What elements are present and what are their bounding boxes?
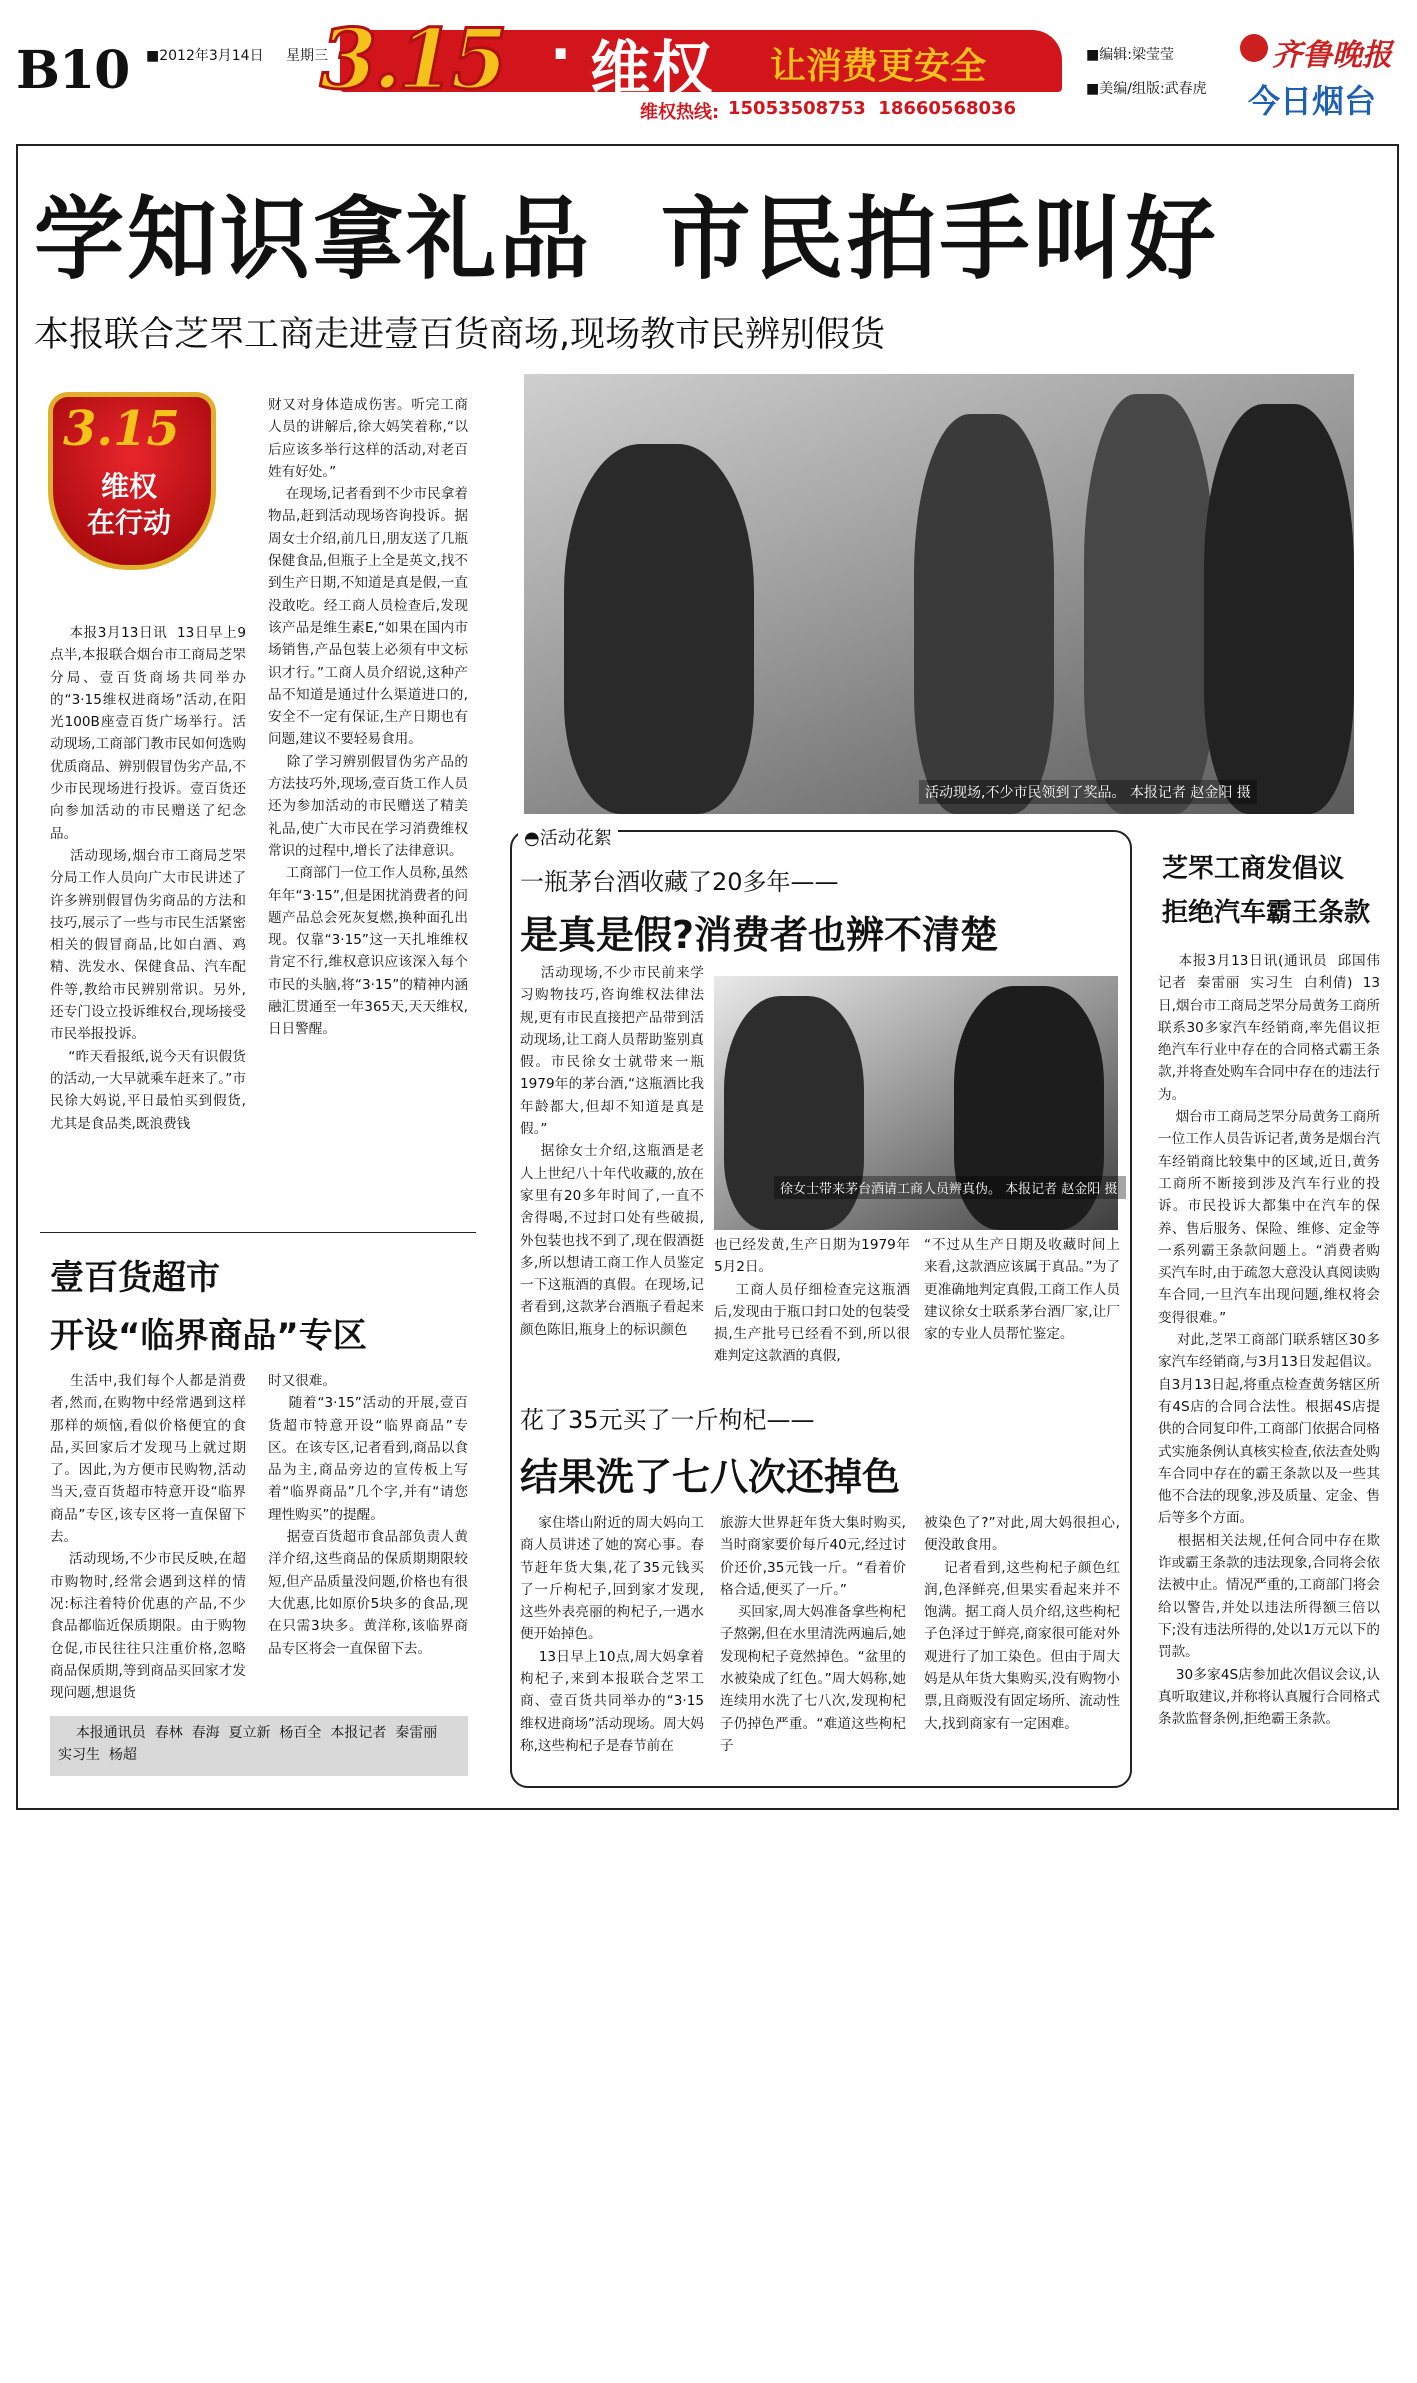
highlights-label bbox=[518, 824, 618, 850]
banner bbox=[200, 12, 1062, 122]
paper-logo-emblem bbox=[1240, 34, 1268, 62]
story1-col2: 也已经发黄,生产日期为1979年5月2日。 工商人员仔细检查完这瓶酒后,发现由于瓶口封口处的包装受损,生产批号已经看不到,所以很难判定这款酒的真假, bbox=[714, 1237, 911, 1365]
banner-hotline-label: 维权热线: bbox=[640, 102, 720, 123]
designer-credit: ■美编/组版:武春虎 bbox=[1086, 81, 1207, 97]
side-article-title2: 拒绝汽车霸王条款 bbox=[1162, 898, 1371, 928]
supermarket-col1: 生活中,我们每个人都是消费者,然而,在购物中经常遇到这样那样的烦恼,看似价格便宜的食品,买回家后才发现马上就过期了。因此,为方便市民购物,活动当天,壹百货超市特意开设“临界商品”专区,该专区将一直保留下去。 活动现场,不少市民反映,在超市购物时,经常会遇到这样的情况:标注着特价优惠的产品,不少食品都临近保质期限。由于购物仓促,市民往往只注重价格,忽略商品保质期,等到商品买回家才发现问题,想退货 bbox=[50, 1373, 246, 1702]
supermarket-byline: 本报通讯员 春林 春海 夏立新 杨百全 本报记者 秦雷丽 实习生 杨超 bbox=[50, 1716, 468, 1776]
badge-line1: 维权 bbox=[101, 470, 158, 503]
supermarket-col2: 时又很难。 随着“3·15”活动的开展,壹百货超市特意开设“临界商品”专区。在该专区,记者看到,商品以食品为主,商品旁边的宣传板上写着“临界商品”几个字,并有“请您理性购买”的提醒。 据壹百货超市食品部负责人黄洋介绍,这些商品的保质期期限较短,但产品质量没问题,价格也有很大优惠,比如原价5块多的食品,现在只需3块多。黄洋称,该临界商品专区将会一直保留下去。 bbox=[268, 1373, 468, 1657]
photo-figure bbox=[564, 444, 754, 814]
story1-kicker: 一瓶茅台酒收藏了20多年—— bbox=[520, 868, 839, 896]
section-divider bbox=[40, 1232, 476, 1233]
banner-hotline-numbers: 15053508753 18660568036 bbox=[728, 98, 1017, 119]
badge-315-shield bbox=[48, 392, 216, 570]
paper-name: 齐鲁晚报 bbox=[1272, 38, 1392, 73]
banner-dot: · bbox=[550, 22, 572, 87]
photo-figure bbox=[1204, 404, 1354, 814]
story2-col2: 旅游大世界赶年货大集时购买,当时商家要价每斤40元,经过讨价还价,35元钱一斤。“看着价格合适,便买了一斤。” 买回家,周大妈准备拿些枸杞子熬粥,但在水里清洗两遍后,她发现枸杞子竟然掉色。“盆里的水被染成了红色。”周大妈称,她连续用水洗了七八次,发现枸杞子仍掉色严重。“难道这些枸杞子 bbox=[720, 1515, 906, 1754]
supermarket-title1: 壹百货超市 bbox=[50, 1258, 220, 1298]
side-article-body: 本报3月13日讯(通讯员 邱国伟 记者 秦雷丽 实习生 白利倩) 13日,烟台市工商局芝罘分局黄务工商所联系30多家汽车经销商,率先倡议拒绝汽车行业中存在的合同格式霸王条款,并将查处购车合同中存在的违法行为。 烟台市工商局芝罘分局黄务工商所一位工作人员告诉记者,黄务是烟台汽车经销商比较集中的区域,近日,黄务工商所不断接到涉及汽车行业的投诉。市民投诉大都集中在汽车的保养、售后服务、保险、维修、定金等一系列霸王条款问题上。“消费者购买汽车时,由于疏忽大意没认真阅读购车合同,一旦汽车出现问题,维权将会变得很难。” 对此,芝罘工商部门联系辖区30多家汽车经销商,与3月13日发起倡议。自3月13日起,将重点检查黄务辖区所有4S店的合同合法性。根据4S店提供的合同复印件,工商部门依据合同格式实施条例认真核实检查,依法查处购车合同中存在的霸王条款以及一些其他不合法的现象,涉及质量、定金、售后等多个方面。 根据相关法规,任何合同中存在欺诈或霸王条款的违法现象,合同将会依法被中止。情况严重的,工商部门将会给以警告,并处以违法所得额三倍以下;没有违法所得的,处以1万元以下的罚款。 30多家4S店参加此次倡议会议,认真听取建议,并称将认真履行合同格式条款监督条例,拒绝霸王条款。 bbox=[1158, 953, 1380, 1728]
banner-315-logo: 3.15 bbox=[320, 12, 504, 108]
banner-title: 维权 bbox=[590, 35, 714, 105]
page-number: B10 bbox=[16, 40, 130, 101]
story2-kicker: 花了35元买了一斤枸杞—— bbox=[520, 1406, 815, 1434]
lead-article-col2: 财又对身体造成伤害。听完工商人员的讲解后,徐大妈笑着称,“以后应该多举行这样的活动,对老百姓有好处。” 在现场,记者看到不少市民拿着物品,赶到活动现场咨询投诉。据周女士介绍,前几日,朋友送了几瓶保健食品,但瓶子上全是英文,找不到生产日期,不知道是真是假,一直没敢吃。经工商人员检查后,发现该产品是维生素E,“如果在国内市场销售,产品包装上必须有中文标识才行。”工商人员介绍说,这种产品不知道是通过什么渠道进口的,安全不一定有保证,生产日期也有问题,建议不要轻易食用。 除了学习辨别假冒伪劣产品的方法技巧外,现场,壹百货工作人员还为参加活动的市民赠送了精美礼品,使广大市民在学习消费维权常识的过程中,增长了法律意识。 工商部门一位工作人员称,虽然年年“3·15”,但是困扰消费者的问题产品总会死灰复燃,换种面孔出现。仅靠“3·15”这一天扎堆维权肯定不行,维权意识应该深入每个市民的头脑,将“3·15”的精神内涵融汇贯通至一年365天,天天维权,日日警醒。 bbox=[268, 397, 468, 1038]
story1-col1: 活动现场,不少市民前来学习购物技巧,咨询维权法律法规,更有市民直接把产品带到活动现场,让工商人员帮助鉴别真假。市民徐女士就带来一瓶1979年的茅台酒,“这瓶酒比我年龄都大,但却不知道是真是假。” 据徐女士介绍,这瓶酒是老人上世纪八十年代收藏的,放在家里有20多年时间了,一直不舍得喝,不过封口处有些破损,外包装也找不到了,现在假酒挺多,所以想请工商工作人员鉴定一下这瓶酒的真假。在现场,记者看到,这款茅台酒瓶子看起来颜色陈旧,瓶身上的标识颜色 bbox=[520, 965, 704, 1338]
story1-photo bbox=[714, 976, 1118, 1230]
story2-title: 结果洗了七八次还掉色 bbox=[520, 1455, 901, 1499]
highlights-icon: ◓ bbox=[524, 828, 540, 849]
editor-credit: ■编辑:梁莹莹 bbox=[1086, 47, 1174, 63]
supermarket-title2: 开设“临界商品”专区 bbox=[50, 1316, 367, 1356]
badge-number: 3.15 bbox=[63, 401, 180, 457]
issue-date: ■2012年3月14日 bbox=[146, 48, 264, 64]
story2-col1: 家住塔山附近的周大妈向工商人员讲述了她的窝心事。春节赶年货大集,花了35元钱买了一斤枸杞子,回到家才发现,这些外表亮丽的枸杞子,一遇水便开始掉色。 13日早上10点,周大妈拿着枸杞子,来到本报联合芝罘工商、壹百货共同举办的“3·15维权进商场”活动现场。周大妈称,这些枸杞子是春节前在 bbox=[520, 1515, 704, 1754]
issue-weekday: 星期三 bbox=[286, 48, 328, 64]
story1-title: 是真是假?消费者也辨不清楚 bbox=[520, 913, 999, 957]
banner-slogan: 让消费更安全 bbox=[770, 46, 987, 87]
edition-name: 今日烟台 bbox=[1248, 82, 1377, 120]
main-photo-caption: 活动现场,不少市民领到了奖品。 本报记者 赵金阳 摄 bbox=[919, 780, 1257, 804]
highlights-label-text: 活动花絮 bbox=[539, 828, 612, 849]
photo-figure bbox=[1084, 394, 1214, 814]
story1-col3: “不过从生产日期及收藏时间上来看,这款酒应该属于真品。”为了更准确地判定真假,工商工作人员建议徐女士联系茅台酒厂家,让厂家的专业人员帮忙鉴定。 bbox=[924, 1237, 1120, 1343]
badge-line2: 在行动 bbox=[87, 506, 172, 539]
lead-article-col1: 本报3月13日讯 13日早上9点半,本报联合烟台市工商局芝罘分局、壹百货商场共同举办的“3·15维权进商场”活动,在阳光100B座壹百货广场举行。活动现场,工商部门教市民如何选购优质商品、辨别假冒伪劣产品,不少市民现场进行投诉。壹百货还向参加活动的市民赠送了纪念品。 活动现场,烟台市工商局芝罘分局工作人员向广大市民讲述了许多辨别假冒伪劣商品的方法和技巧,展示了一些与市民生活紧密相关的假冒商品,比如白酒、鸡精、洗发水、保健食品、汽车配件等,教给市民辨别常识。另外,还专门设立投诉维权台,现场接受市民举报投诉。 “昨天看报纸,说今天有识假货的活动,一大早就乘车赶来了。”市民徐大妈说,平日最怕买到假货,尤其是食品类,既浪费钱 bbox=[50, 625, 246, 1132]
photo-figure bbox=[914, 414, 1054, 814]
main-photo bbox=[524, 374, 1354, 814]
story2-col3: 被染色了?”对此,周大妈很担心,便没敢食用。 记者看到,这些枸杞子颜色红润,色泽鲜亮,但果实看起来并不饱满。据工商人员介绍,这些枸杞子色泽过于鲜亮,商家很可能对外观进行了加工染色。但由于周大妈是从年货大集购买,没有购物小票,且商贩没有固定场所、流动性大,找到商家有一定困难。 bbox=[924, 1515, 1120, 1732]
story1-photo-caption: 徐女士带来茅台酒请工商人员辨真伪。 本报记者 赵金阳 摄 bbox=[774, 1176, 1126, 1199]
main-subtitle: 本报联合芝罘工商走进壹百货商场,现场教市民辨别假货 bbox=[34, 315, 886, 355]
side-article-title1: 芝罘工商发倡议 bbox=[1162, 854, 1345, 884]
main-headline: 学知识拿礼品 市民拍手叫好 bbox=[34, 186, 1219, 292]
